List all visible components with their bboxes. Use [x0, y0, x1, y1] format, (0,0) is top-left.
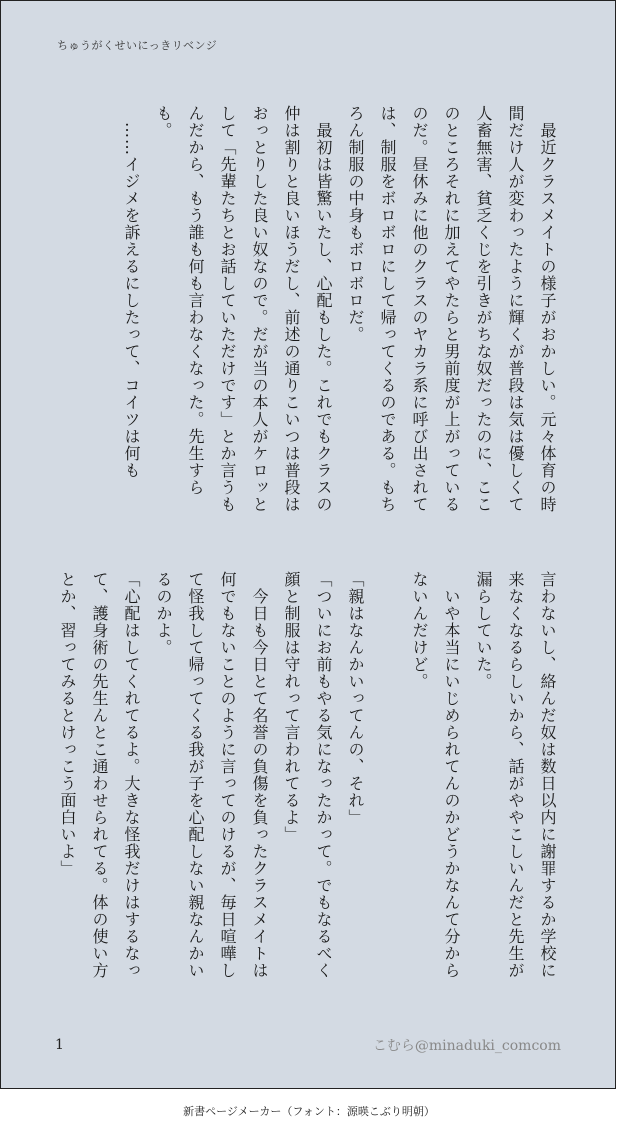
text-block-upper: 最近クラスメイトの様子がおかしい。元々体育の時間だけ人が変わったように輝くが普段は気は優しくて人畜無害、貧乏くじを引きがちな奴だったのに、ここのところそれに加えてやたらと男前度が上がっているのだ。昼休みに他のクラスのヤカラ系に呼び出されては、制服をボロボロにして帰ってくるのである。もちろん制服の中身もボロボロだ。 最初は皆驚いたし、心配もした。これでもクラスの仲は割りと良いほうだし、前述の通りこいつは普段はおっとりした良い奴なので。だが当の本人がケロッとして「先輩たちとお話していただけです」とか言うもんだから、もう誰も何も言わなくなった。先生すらも。 ……イジメを訴えるにしたって、コイツは何も [122, 105, 557, 513]
generator-credit: 新書ページメーカー（フォント：源暎こぶり明朝） [183, 1105, 435, 1118]
running-header: ちゅうがくせいにっきリベンジ [57, 39, 218, 52]
text-block-lower: 言わないし、絡んだ奴は数日以内に謝罪するか学校に来なくなるらしいから、話がややこしいんだと先生が漏らしていた。 いや本当にいじめられてんのかどうかなんて分からないんだけど。 「親はなんかいってんの、それ」 「ついにお前もやる気になったかって。でもなるべく顔と制服は守れって言われてるよ」 今日も今日とて名誉の負傷を負ったクラスメイトは何でもないことのように言ってのけるが、毎日喧嘩して怪我して帰ってくる我が子を心配しない親なんかいるのかよ。 「心配はしてくれてるよ。大きな怪我だけはするなって、護身術の先生んとこ通わせられてる。体の使い方とか、習ってみるとけっこう面白いよ」 [58, 571, 557, 979]
author-credit: こむら@minaduki_comcom [372, 1038, 561, 1054]
page-number: 1 [55, 1037, 64, 1053]
